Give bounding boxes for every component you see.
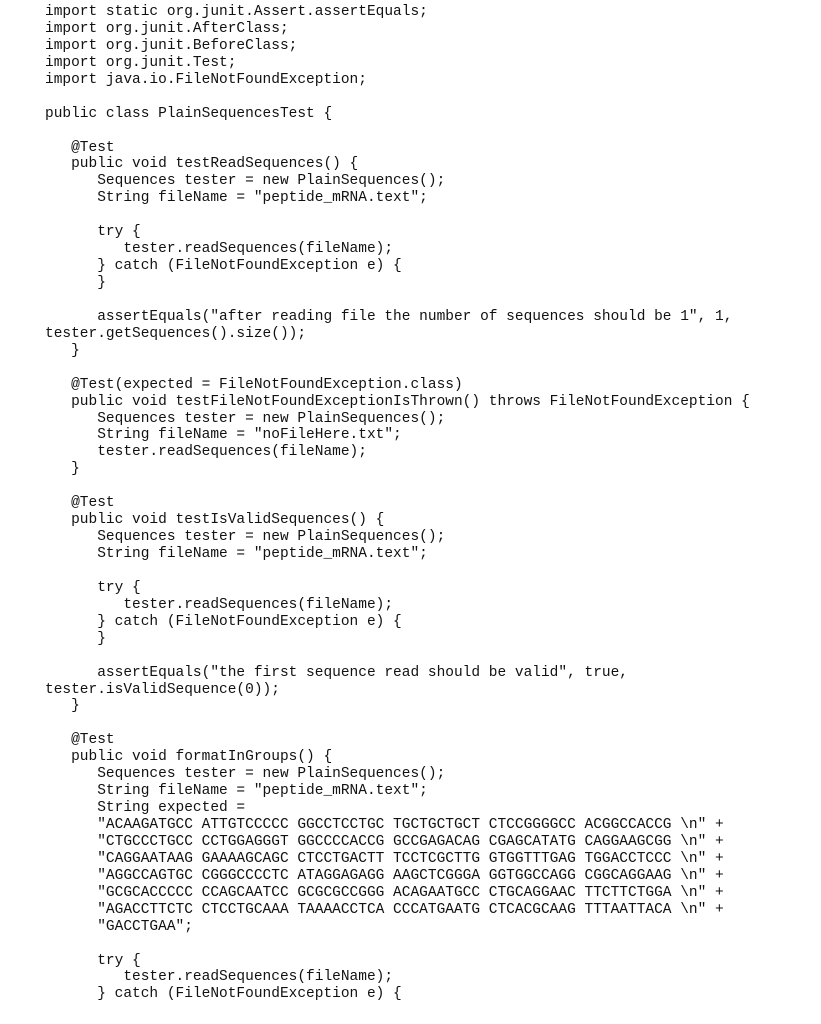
code-line: [45, 207, 750, 224]
code-line: tester.readSequences(fileName);: [45, 444, 367, 461]
code-line: "ACAAGATGCC ATTGTCCCCC GGCCTCCTGC TGCTGCTGCT CTCCGGGGCC ACGGCCACCG \n" +: [45, 817, 724, 833]
code-line: import java.io.FileNotFoundException;: [45, 71, 367, 88]
code-line: }: [45, 630, 106, 647]
code-line: try {: [45, 579, 141, 596]
code-line: [45, 292, 750, 309]
code-line: "AGGCCAGTGC CGGGCCCCTC ATAGGAGAGG AAGCTCGGGA GGTGGCCAGG CGGCAGGAAG \n" +: [45, 867, 724, 884]
code-line: Sequences tester = new PlainSequences();: [45, 529, 446, 546]
code-line: [45, 648, 750, 665]
code-line: import org.junit.BeforeClass;: [45, 37, 298, 54]
code-line: String fileName = "peptide_mRNA.text";: [45, 190, 428, 207]
code-line: assertEquals("after reading file the number of sequences should be 1", 1,: [45, 308, 733, 325]
code-line: [45, 478, 750, 495]
code-line: tester.getSequences().size());: [45, 325, 307, 342]
code-line: Sequences tester = new PlainSequences();: [45, 766, 446, 783]
code-line: [45, 123, 750, 140]
code-line: String expected =: [45, 800, 246, 817]
code-line: [45, 715, 750, 732]
code-line: String fileName = "peptide_mRNA.text";: [45, 546, 428, 562]
code-line: @Test: [45, 495, 115, 512]
code-line: tester.readSequences(fileName);: [45, 596, 394, 613]
code-line: } catch (FileNotFoundException e) {: [45, 258, 402, 275]
code-line: "AGACCTTCTC CTCCTGCAAA TAAAACCTCA CCCATGAATG CTCACGCAAG TTTAATTACA \n" +: [45, 901, 724, 918]
code-line: public class PlainSequencesTest {: [45, 105, 333, 122]
code-line: import org.junit.Test;: [45, 54, 237, 71]
code-line: tester.isValidSequence(0));: [45, 681, 280, 698]
code-line: }: [45, 461, 80, 478]
code-line: }: [45, 342, 80, 359]
code-line: } catch (FileNotFoundException e) {: [45, 613, 402, 630]
code-line: try {: [45, 224, 141, 241]
code-line: [45, 360, 750, 377]
code-line: String fileName = "noFileHere.txt";: [45, 427, 402, 444]
code-line: public void testIsValidSequences() {: [45, 512, 385, 529]
code-line: try {: [45, 952, 141, 969]
code-line: "CAGGAATAAG GAAAAGCAGC CTCCTGACTT TCCTCGCTTG GTGGTTTGAG TGGACCTCCC \n" +: [45, 850, 724, 867]
code-line: @Test: [45, 139, 115, 156]
code-line: [45, 89, 750, 106]
code-line: assertEquals("the first sequence read should be valid", true,: [45, 664, 628, 681]
code-line: }: [45, 275, 106, 291]
code-line: public void testFileNotFoundExceptionIsThrown() throws FileNotFoundException {: [45, 393, 750, 410]
code-line: @Test(expected = FileNotFoundException.class): [45, 376, 463, 393]
code-line: tester.readSequences(fileName);: [45, 969, 394, 986]
code-line: Sequences tester = new PlainSequences();: [45, 173, 446, 190]
code-line: public void formatInGroups() {: [45, 749, 333, 766]
code-line: "GCGCACCCCC CCAGCAATCC GCGCGCCGGG ACAGAATGCC CTGCAGGAAC TTCTTCTGGA \n" +: [45, 884, 724, 901]
code-line: import static org.junit.Assert.assertEquals;: [45, 4, 428, 20]
code-line: "CTGCCCTGCC CCTGGAGGGT GGCCCCACCG GCCGAGACAG CGAGCATATG CAGGAAGCGG \n" +: [45, 833, 724, 850]
code-line: @Test: [45, 732, 115, 749]
code-line: "GACCTGAA";: [45, 918, 193, 935]
code-line: String fileName = "peptide_mRNA.text";: [45, 783, 428, 800]
code-line: } catch (FileNotFoundException e) {: [45, 986, 402, 1003]
code-line: tester.readSequences(fileName);: [45, 241, 394, 258]
code-line: }: [45, 698, 80, 715]
code-line: public void testReadSequences() {: [45, 156, 359, 173]
code-listing: [45, 4, 750, 1003]
code-line: Sequences tester = new PlainSequences();: [45, 410, 446, 427]
code-line: [45, 563, 750, 580]
code-line: [45, 936, 750, 953]
code-line: import org.junit.AfterClass;: [45, 20, 289, 37]
